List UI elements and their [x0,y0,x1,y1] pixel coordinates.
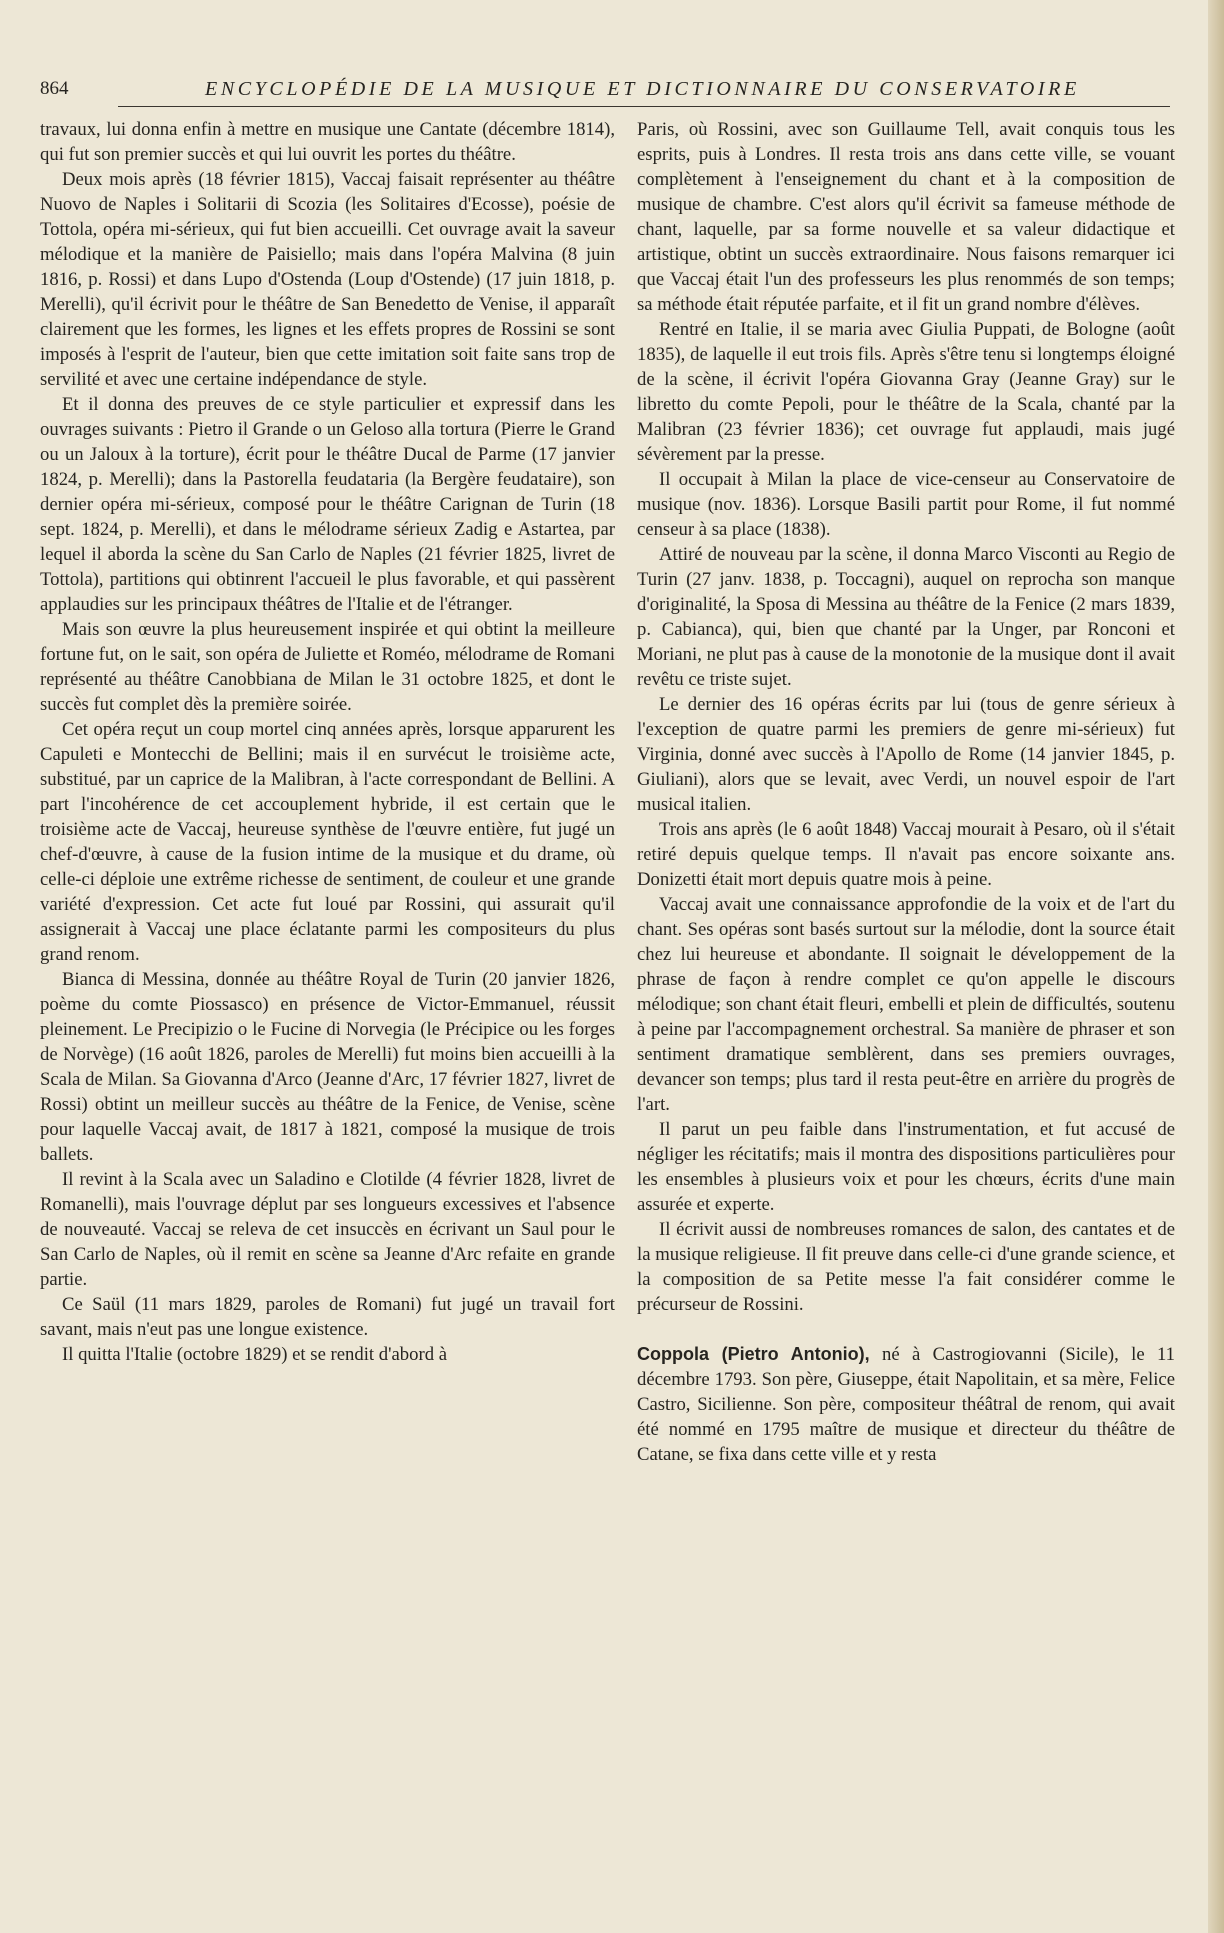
paragraph: Cet opéra reçut un coup mortel cinq années après, lorsque apparurent les Capuleti e Montecchi de Bellini; mais il en survécut le troisième acte, substitué, par un caprice de la Malibran, à l'acte correspondant de Bellini. A part l'incohérence de cet accouplement hybride, il est certain que le troisième acte de Vaccaj, heureuse synthèse de l'œuvre entière, fut jugé un chef-d'œuvre, à cause de la fusion intime de la musique et du drame, où celle-ci déploie une extrême richesse de sentiment, de couleur et une grande variété d'expression. Cet acte fut loué par Rossini, qui assurait qu'il assignerait à Vaccaj une place éclatante parmi les compositeurs du plus grand renom. [40,719,615,965]
paragraph: Bianca di Messina, donnée au théâtre Royal de Turin (20 janvier 1826, poème du comte Piossasco) en présence de Victor-Emmanuel, réussit pleinement. Le Precipizio o le Fucine di Norvegia (le Précipice ou les forges de Norvège) (16 août 1826, paroles de Merelli) fut moins bien accueilli à la Scala de Milan. Sa Giovanna d'Arco (Jeanne d'Arc, 17 février 1827, livret de Rossi) obtint un meilleur succès au théâtre de la Fenice, de Venise, scène pour laquelle Vaccaj avait, de 1817 à 1821, composé la musique de trois ballets. [40,969,615,1165]
paragraph: Deux mois après (18 février 1815), Vaccaj faisait représenter au théâtre Nuovo de Naples i Solitarii di Scozia (les Solitaires d'Ecosse), poésie de Tottola, opéra mi-sérieux, qui fut bien accueilli. Cet ouvrage avait la saveur mélodique et la manière de Paisiello; mais dans l'opéra Malvina (8 juin 1816, p. Rossi) et dans Lupo d'Ostenda (Loup d'Ostende) (17 juin 1818, p. Merelli), qu'il écrivit pour le théâtre de San Benedetto de Venise, il apparaît clairement que les formes, les lignes et les effets propres de Rossini se sont imposés à l'esprit de l'auteur, bien que cette imitation soit faite sans trop de servilité et avec une certaine indépendance de style. [40,169,615,390]
paragraph: Et il donna des preuves de ce style particulier et expressif dans les ouvrages suivants : Pietro il Grande o un Geloso alla tortura (Pierre le Grand ou un Jaloux à la torture), écrit pour le théâtre Ducal de Parme (17 janvier 1824, p. Merelli); dans la Pastorella feudataria (la Bergère feudataire), son dernier opéra mi-sérieux, composé pour le théâtre Carignan de Turin (18 sept. 1824, p. Merelli), et dans le mélodrame sérieux Zadig e Astartea, par lequel il aborda la scène du San Carlo de Naples (21 février 1825, livret de Tottola), partitions qui obtinrent l'accueil le plus favorable, et qui passèrent applaudies sur les principaux théâtres de l'Italie et de l'étranger. [40,394,615,615]
paragraph: Rentré en Italie, il se maria avec Giulia Puppati, de Bologne (août 1835), de laquelle il eut trois fils. Après s'être tenu si longtemps éloigné de la scène, il écrivit l'opéra Giovanna Gray (Jeanne Gray) sur le libretto du comte Pepoli, pour le théâtre de la Scala, chanté par la Malibran (23 février 1836); cet ouvrage fut applaudi, mais jugé sévèrement par la presse. [637,319,1175,465]
paragraph: Il écrivit aussi de nombreuses romances de salon, des cantates et de la musique religieuse. Il fit preuve dans celle-ci d'une grande science, et la composition de sa Petite messe l'a fait considérer comme le précurseur de Rossini. [637,1219,1175,1315]
header-rule [118,106,1170,107]
right-column [637,117,1175,1467]
page-number: 864 [40,78,69,99]
paragraph: Le dernier des 16 opéras écrits par lui (tous de genre sérieux à l'exception de quatre parmi les premiers de genre mi-sérieux) fut Virginia, donné avec succès à l'Apollo de Rome (14 janvier 1845, p. Giuliani), alors que se levait, avec Verdi, un nouvel espoir de l'art musical italien. [637,694,1175,815]
page-edge [1208,0,1224,1933]
entry-text: né à Castrogiovanni (Sicile), le 11 décembre 1793. Son père, Giuseppe, était Napolitain, et sa mère, Felice Castro, Sicilienne. Son père, compositeur théâtral de renom, qui avait été nommé en 1795 maître de musique et directeur du théâtre de Catane, se fixa dans cette ville et y resta [637,1344,1175,1465]
paragraph: Il revint à la Scala avec un Saladino e Clotilde (4 février 1828, livret de Romanelli), mais l'ouvrage déplut par ses longueurs excessives et l'absence de nouveauté. Vaccaj se releva de cet insuccès en écrivant un Saul pour le San Carlo de Naples, où il remit en scène sa Jeanne d'Arc refaite en grande partie. [40,1169,615,1290]
paragraph: Attiré de nouveau par la scène, il donna Marco Visconti au Regio de Turin (27 janv. 1838, p. Toccagni), auquel on reprocha son manque d'originalité, la Sposa di Messina au théâtre de la Fenice (2 mars 1839, p. Cabianca), qui, bien que chanté par la Unger, par Ronconi et Moriani, ne plut pas à cause de la monotonie de la musique dont il avait revêtu ce triste sujet. [637,544,1175,690]
paragraph: Mais son œuvre la plus heureusement inspirée et qui obtint la meilleure fortune fut, on le sait, son opéra de Juliette et Roméo, mélodrame de Romani représenté au théâtre Canobbiana de Milan le 31 octobre 1825, et dont le succès fut complet dès la première soirée. [40,619,616,715]
paragraph: Trois ans après (le 6 août 1848) Vaccaj mourait à Pesaro, où il s'était retiré depuis quelque temps. Il n'avait pas encore soixante ans. Donizetti était mort depuis quatre mois à peine. [637,819,1175,890]
page-header [40,78,1170,108]
running-title: ENCYCLOPÉDIE DE LA MUSIQUE ET DICTIONNAIRE DU CONSERVATOIRE [205,78,1080,100]
paragraph: Paris, où Rossini, avec son Guillaume Tell, avait conquis tous les esprits, puis à Londres. Il resta trois ans dans cette ville, se vouant complètement à l'enseignement du chant et à la composition de musique de chambre. C'est alors qu'il écrivit sa fameuse méthode de chant, laquelle, par sa forme nouvelle et sa valeur didactique et artistique, obtint un succès extraordinaire. Nous faisons remarquer ici que Vaccaj était l'un des professeurs les plus renommés de son temps; sa méthode était réputée parfaite, et il fit un grand nombre d'élèves. [637,119,1175,315]
paragraph: Il occupait à Milan la place de vice-censeur au Conservatoire de musique (nov. 1836). Lorsque Basili partit pour Rome, il fut nommé censeur à sa place (1838). [637,469,1175,540]
paragraph: Ce Saül (11 mars 1829, paroles de Romani) fut jugé un travail fort savant, mais n'eut pas une longue existence. [40,1294,615,1340]
paragraph: travaux, lui donna enfin à mettre en musique une Cantate (décembre 1814), qui fut son premier succès et qui lui ouvrit les portes du théâtre. [40,119,615,165]
dictionary-entry [637,1342,1175,1467]
paragraph: Il parut un peu faible dans l'instrumentation, et fut accusé de négliger les récitatifs; mais il montra des dispositions particulières pour les ensembles à plusieurs voix et pour les chœurs, écrits d'une main assurée et experte. [637,1119,1175,1215]
paragraph: Il quitta l'Italie (octobre 1829) et se rendit d'abord à [62,1344,448,1365]
entry-heading: Coppola (Pietro Antonio), [637,1344,870,1364]
left-column [40,117,615,1367]
paragraph: Vaccaj avait une connaissance approfondie de la voix et de l'art du chant. Ses opéras sont basés surtout sur la mélodie, dont la source était chez lui heureuse et abondante. Il soignait le développement de la phrase de façon à rendre complet ce qu'on appelle le discours mélodique; son chant était fleuri, embelli et plein de difficultés, soutenu à peine par l'accompagnement orchestral. Sa manière de phraser et son sentiment dramatique semblèrent, dans ses premiers ouvrages, devancer son temps; plus tard il resta peut-être en arrière du progrès de l'art. [637,894,1175,1115]
